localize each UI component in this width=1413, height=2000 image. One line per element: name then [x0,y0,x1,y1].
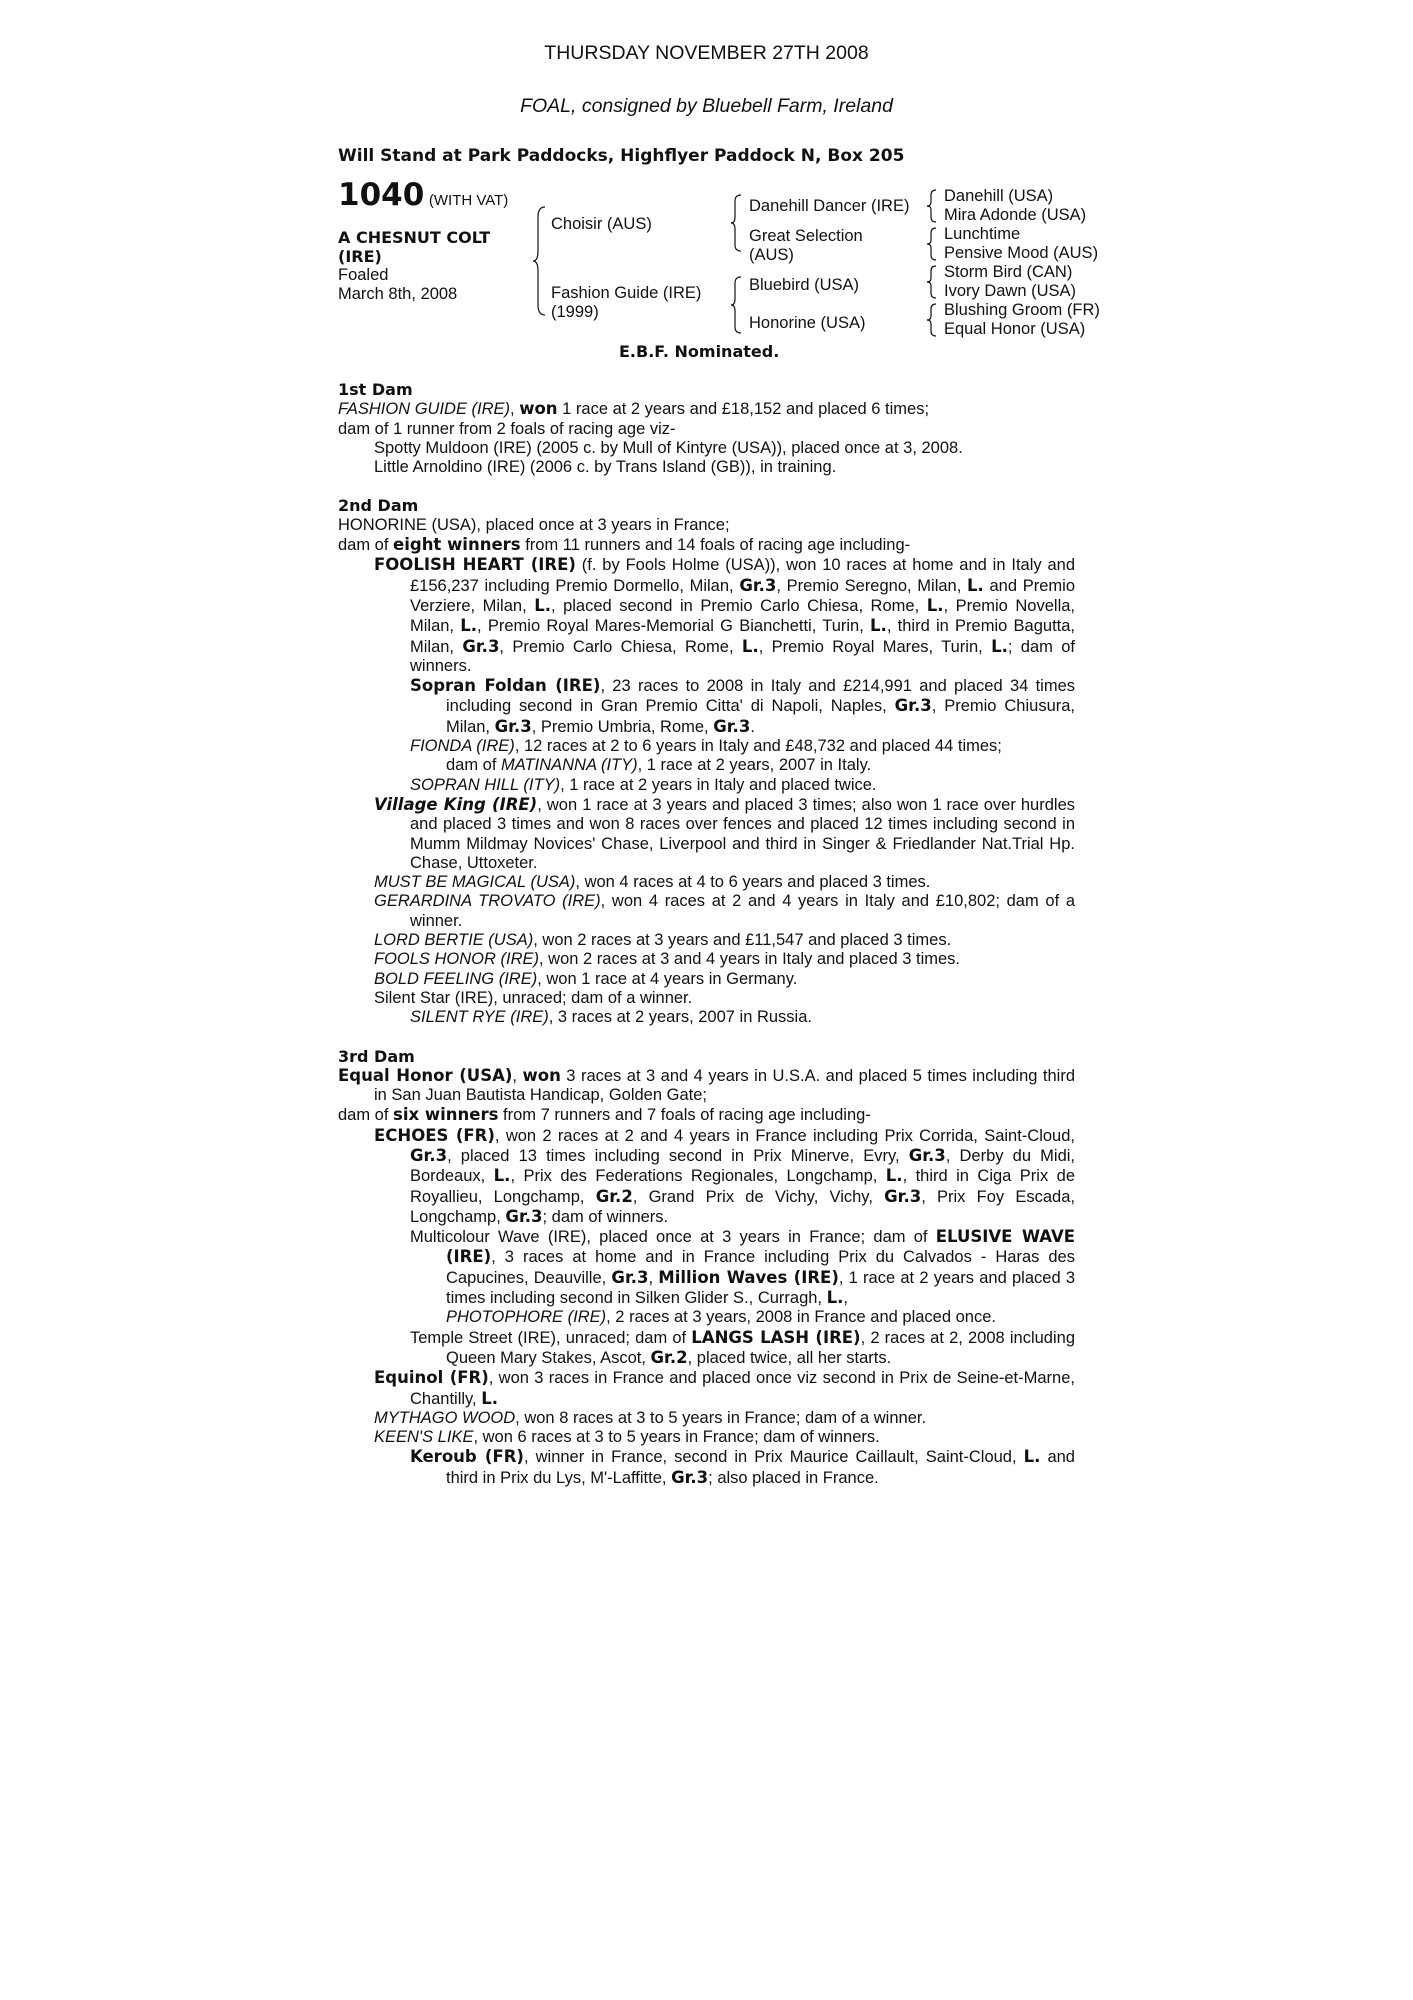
third-dam-heading: 3rd Dam [338,1046,415,1066]
pedigree-g7: Blushing Groom (FR) [944,301,1100,319]
first-dam-produce-intro: dam of 1 runner from 2 foals of racing age viz- [338,419,676,438]
equinol-entry: Equinol (FR), won 3 races in France and placed once viz second in Prix de Seine-et-Marne, Chantilly, L. [374,1368,1075,1408]
pedigree-g3: Lunchtime [944,225,1021,243]
pedigree-dam-year: (1999) [551,303,599,321]
lot-number: 1040 [338,177,425,213]
foaled-date: March 8th, 2008 [338,285,458,303]
keroub-entry: Keroub (FR), winner in France, second in Prix Maurice Caillault, Saint-Cloud, L. and third in Prix du Lys, M'-Laffitte, Gr.3; also placed in France. [410,1447,1075,1487]
lot-number-line [338,177,509,213]
pedigree-g6: Ivory Dawn (USA) [944,282,1077,300]
first-dam-line: FASHION GUIDE (IRE), won 1 race at 2 years and £18,152 and placed 6 times; [338,399,930,419]
consignment-line: FOAL, consigned by Bluebell Farm, Ireland [520,95,893,117]
pedigree-sire-dam-name: Great Selection [749,227,863,245]
sopran-hill-entry: SOPRAN HILL (ITY), 1 race at 2 years in Italy and placed twice. [410,775,877,794]
pedigree-sire: Choisir (AUS) [551,215,652,233]
pedigree-brace-g1 [927,188,937,224]
equal-honor-produce-intro: dam of six winners from 7 runners and 7 foals of racing age including- [338,1105,871,1125]
sale-date: THURSDAY NOVEMBER 27TH 2008 [544,42,869,64]
pedigree-brace-g2 [927,226,937,262]
produce-little-arnoldino: Little Arnoldino (IRE) (2006 c. by Trans Island (GB)), in training. [374,458,837,477]
pedigree-dam-dam: Honorine (USA) [749,314,866,332]
vat-note: (WITH VAT) [428,192,509,209]
lot-description-line2: (IRE) [338,247,382,266]
pedigree-dam-sire: Bluebird (USA) [749,276,860,294]
pedigree-dam [551,284,701,322]
pedigree-brace-g3 [927,264,937,300]
lot-description [338,228,490,266]
sopran-foldan-entry: Sopran Foldan (IRE), 23 races to 2008 in Italy and £214,991 and placed 34 times including second in Gran Premio Citta' di Napoli, Naples, Gr.3, Premio Chiusura, Milan, Gr.3, Premio Umbria, Rome, Gr.3. [410,676,1076,736]
pedigree-g5: Storm Bird (CAN) [944,263,1073,281]
foaled-label: Foaled [338,266,389,284]
second-dam-section [338,496,1075,1027]
first-dam-section [338,380,1075,477]
stand-location: Will Stand at Park Paddocks, Highflyer Paddock N, Box 205 [338,146,905,166]
pedigree-g1: Danehill (USA) [944,187,1054,205]
second-dam-heading: 2nd Dam [338,496,419,516]
gerardina-trovato-entry: GERARDINA TROVATO (IRE), won 4 races at 2 and 4 years in Italy and £10,802; dam of a winner. [374,892,1076,930]
village-king-entry: Village King (IRE), won 1 race at 3 years and placed 3 times; also won 1 race over hurdles and placed 3 times and won 8 races over fences and placed 12 times including second in Mumm Mildmay Novices' Chase, Liverpool and third in Singer & Friedlander Nat.Trial Hp. Chase, Uttoxeter. [374,794,1075,872]
echoes-entry: ECHOES (FR), won 2 races at 2 and 4 years in France including Prix Corrida, Saint-Cloud, Gr.3, placed 13 times including second in Prix Minerve, Evry, Gr.3, Derby du Midi, Bordeaux, L., Prix des Federations Regionales, Longchamp, L., third in Ciga Prix de Royallieu, Longchamp, Gr.2, Grand Prix de Vichy, Vichy, Gr.3, Prix Foy Escada, Longchamp, Gr.3; dam of winners. [374,1125,1075,1226]
lot-description-line1: A CHESNUT COLT [338,228,491,247]
third-dam-section [338,1047,1075,1489]
honorine-produce-intro: dam of eight winners from 11 runners and 14 foals of racing age including- [338,535,911,555]
bold-feeling-entry: BOLD FEELING (IRE), won 1 race at 4 years in Germany. [374,969,798,988]
keens-like-entry: KEEN'S LIKE, won 6 races at 3 to 5 years in France; dam of winners. [374,1428,880,1447]
equal-honor-line: Equal Honor (USA), won 3 races at 3 and 4 years in U.S.A. and placed 5 times including third in San Juan Bautista Handicap, Golden Gate; [338,1065,1076,1105]
pedigree-brace-sire [731,193,743,253]
pedigree-dam-name: Fashion Guide (IRE) [551,284,702,302]
foolish-heart-entry: FOOLISH HEART (IRE) (f. by Fools Holme (USA)), won 10 races at home and in Italy and £156,237 including Premio Dormello, Milan, Gr.3, Premio Seregno, Milan, L. and Premio Verziere, Milan, L., placed second in Premio Carlo Chiesa, Rome, L., Premio Novella, Milan, L., Premio Royal Mares-Memorial G Bianchetti, Turin, L., third in Premio Bagutta, Milan, Gr.3, Premio Carlo Chiesa, Rome, L., Premio Royal Mares, Turin, L.; dam of winners. [374,555,1076,675]
first-dam-heading: 1st Dam [338,380,413,399]
silent-rye-entry: SILENT RYE (IRE), 3 races at 2 years, 2007 in Russia. [410,1008,812,1027]
honorine-line: HONORINE (USA), placed once at 3 years in France; [338,515,730,534]
fionda-entry: FIONDA (IRE), 12 races at 2 to 6 years in Italy and £48,732 and placed 44 times; dam of MATINANNA (ITY), 1 race at 2 years, 2007 in Italy. [410,737,1002,775]
pedigree-g4: Pensive Mood (AUS) [944,244,1099,262]
pedigree-sire-sire: Danehill Dancer (IRE) [749,197,910,215]
pedigree-g2: Mira Adonde (USA) [944,206,1087,224]
pedigree-brace-g4 [927,302,937,338]
catalogue-body [338,380,1075,1488]
must-be-magical-entry: MUST BE MAGICAL (USA), won 4 races at 4 to 6 years and placed 3 times. [374,873,931,892]
pedigree-grandparents [944,187,1100,339]
pedigree-sire-dam [749,227,863,265]
lord-bertie-entry: LORD BERTIE (USA), won 2 races at 3 years and £11,547 and placed 3 times. [374,931,952,950]
produce-spotty-muldoon: Spotty Muldoon (IRE) (2005 c. by Mull of Kintyre (USA)), placed once at 3, 2008. [374,438,963,457]
temple-street-entry: Temple Street (IRE), unraced; dam of LANGS LASH (IRE), 2 races at 2, 2008 including Queen Mary Stakes, Ascot, Gr.2, placed twice, all her starts. [410,1327,1075,1367]
foaled-info [338,266,457,304]
fools-honor-entry: FOOLS HONOR (IRE), won 2 races at 3 and 4 years in Italy and placed 3 times. [374,950,960,969]
multicolour-wave-entry: Multicolour Wave (IRE), placed once at 3 years in France; dam of ELUSIVE WAVE (IRE), 3 races at home and in France including Prix du Calvados - Haras des Capucines, Deauville, Gr.3, Million Waves (IRE), 1 race at 2 years and placed 3 times including second in Silken Glider S., Curragh, L., PHOTOPHORE (IRE), 2 races at 3 years, 2008 in France and placed once. [410,1227,1076,1327]
ebf-nominated: E.B.F. Nominated. [619,342,780,361]
pedigree-brace-dam [731,275,743,335]
silent-star-entry: Silent Star (IRE), unraced; dam of a winner. [374,988,693,1007]
pedigree-g8: Equal Honor (USA) [944,320,1086,338]
mythago-wood-entry: MYTHAGO WOOD, won 8 races at 3 to 5 years in France; dam of a winner. [374,1408,927,1427]
pedigree-brace-main [533,205,547,317]
pedigree-sire-dam-country: (AUS) [749,246,794,264]
